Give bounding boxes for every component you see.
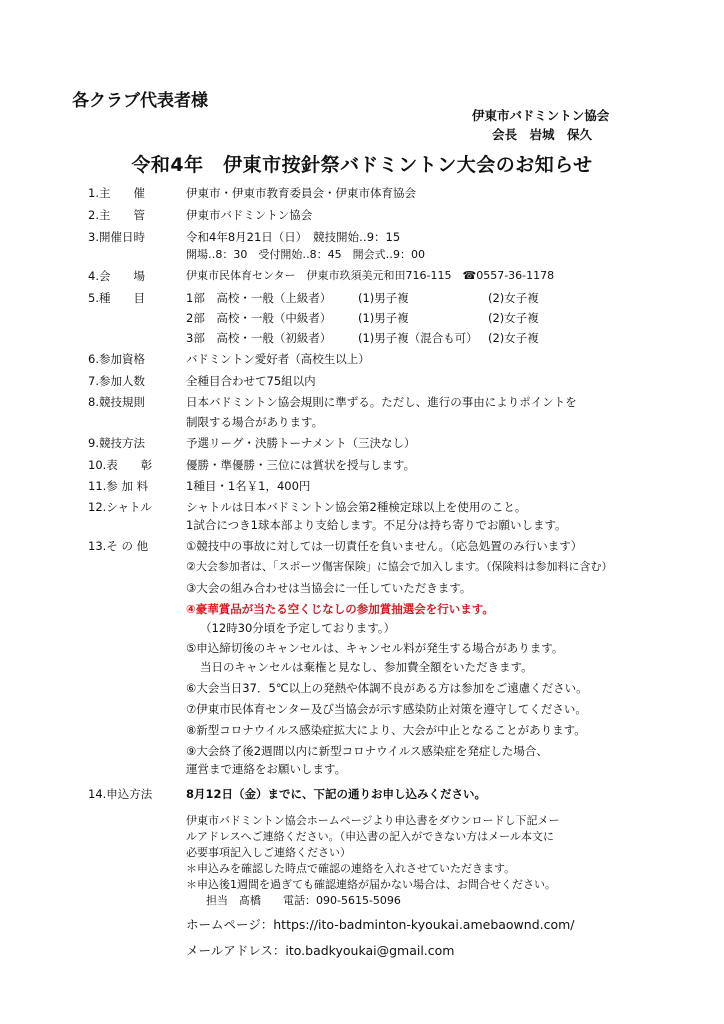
event-category: 3部 高校・一般（初級者） bbox=[186, 331, 332, 345]
event-mens: (1)男子複 bbox=[358, 291, 409, 305]
label-events: 5.種 目 bbox=[88, 291, 145, 305]
note-item: ②大会参加者は、「スポーツ傷害保険」に協会で加入します。（保険料は参加料に含む） bbox=[186, 560, 613, 573]
value-participants: 全種目合わせて75組以内 bbox=[186, 374, 316, 388]
value-datetime-line1: 令和4年8月21日（日） 競技開始‥9：15 bbox=[186, 230, 401, 244]
apply-line: ＊申込後1週間を過ぎても確認連絡が届かない場合は、お問合せください。 bbox=[186, 878, 556, 891]
label-shuttle: 12.シャトル bbox=[88, 500, 153, 514]
label-method: 9.競技方法 bbox=[88, 436, 145, 450]
label-eligibility: 6.参加資格 bbox=[88, 352, 145, 366]
event-womens: (2)女子複 bbox=[488, 311, 539, 325]
value-eligibility: バドミントン愛好者（高校生以上） bbox=[186, 352, 370, 366]
value-organizer: 伊東市バドミントン協会 bbox=[186, 208, 313, 222]
value-sponsor: 伊東市・伊東市教育委員会・伊東市体育協会 bbox=[186, 186, 416, 200]
document-title: 令和4年 伊東市按針祭バドミントン大会のお知らせ bbox=[131, 154, 593, 176]
homepage-link[interactable]: ホームページ：https://ito-badminton-kyoukai.amebaownd.com/ bbox=[186, 917, 575, 932]
label-participants: 7.参加人数 bbox=[88, 374, 145, 388]
label-other: 13.そ の 他 bbox=[88, 539, 149, 553]
deadline-text: 8月12日（金）までに、下記の通りお申し込みください。 bbox=[186, 787, 487, 801]
email-link[interactable]: メールアドレス：ito.badkyoukai@gmail.com bbox=[186, 943, 455, 958]
note-item: 運営まで連絡をお願いします。 bbox=[186, 762, 347, 776]
apply-line: ルアドレスへご連絡ください。（申込書の記入ができない方はメール本文に bbox=[186, 830, 554, 843]
label-organizer: 2.主 管 bbox=[88, 208, 145, 222]
value-shuttle-line2: 1試合につき1球本部より支給します。不足分は持ち寄りでお願いします。 bbox=[186, 518, 567, 532]
event-category: 2部 高校・一般（中級者） bbox=[186, 311, 332, 325]
label-venue: 4.会 場 bbox=[88, 269, 145, 283]
note-item: ⑨大会終了後2週間以内に新型コロナウイルス感染症を発症した場合、 bbox=[186, 744, 548, 758]
label-apply: 14.申込方法 bbox=[88, 787, 153, 801]
addressee: 各クラブ代表者様 bbox=[72, 91, 208, 111]
value-fee: 1種目・1名￥1，400円 bbox=[186, 479, 311, 493]
value-shuttle-line1: シャトルは日本バドミントン協会第2種検定球以上を使用のこと。 bbox=[186, 500, 527, 514]
event-category: 1部 高校・一般（上級者） bbox=[186, 291, 332, 305]
note-item: ⑧新型コロナウイルス感染症拡大により、大会が中止となることがあります。 bbox=[186, 723, 586, 737]
contact-line: 担当 髙橋 電話：090-5615-5096 bbox=[206, 894, 401, 907]
value-rules-line1: 日本バドミントン協会規則に準ずる。ただし、進行の事由によりポイントを bbox=[186, 395, 577, 409]
event-mens: (1)男子複（混合も可） bbox=[358, 331, 478, 345]
note-item: ⑥大会当日37．5℃以上の発熱や体調不良がある方は参加をご遠慮ください。 bbox=[186, 681, 588, 695]
label-rules: 8.競技規則 bbox=[88, 395, 145, 409]
note-item: ①競技中の事故に対しては一切責任を負いません。（応急処置のみ行います） bbox=[186, 539, 583, 553]
apply-line: 伊東市バドミントン協会ホームページより申込書をダウンロードし下記メー bbox=[186, 814, 560, 827]
president-name: 会長 岩城 保久 bbox=[492, 127, 593, 142]
value-venue: 伊東市民体育センター 伊東市玖須美元和田716-115 ☎0557-36-1178 bbox=[186, 269, 555, 282]
value-method: 予選リーグ・決勝トーナメント（三決なし） bbox=[186, 436, 416, 450]
label-sponsor: 1.主 催 bbox=[88, 186, 145, 200]
value-datetime-line2: 開場‥8：30 受付開始‥8：45 開会式‥9：00 bbox=[186, 248, 426, 261]
event-womens: (2)女子複 bbox=[488, 331, 539, 345]
note-item: ⑦伊東市民体育センター及び当協会が示す感染防止対策を遵守してください。 bbox=[186, 702, 587, 716]
apply-line: 必要事項記入しご連絡ください） bbox=[186, 846, 351, 859]
note-item-highlight: ④豪華賞品が当たる空くじなしの参加賞抽選会を行います。 bbox=[186, 602, 494, 616]
note-item: ⑤申込締切後のキャンセルは、キャンセル料が発生する場合があります。 bbox=[186, 641, 564, 655]
label-award: 10.表 彰 bbox=[88, 458, 153, 472]
value-award: 優勝・準優勝・三位には賞状を授与します。 bbox=[186, 458, 416, 472]
note-item: 当日のキャンセルは棄権と見なし、参加費全額をいただきます。 bbox=[200, 660, 533, 674]
note-item: ③大会の組み合わせは当協会に一任していただきます。 bbox=[186, 581, 472, 595]
label-datetime: 3.開催日時 bbox=[88, 230, 145, 244]
value-apply-deadline bbox=[186, 785, 486, 803]
note-item: （12時30分頃を予定しております。） bbox=[200, 621, 396, 635]
organization-name: 伊東市バドミントン協会 bbox=[472, 108, 610, 123]
label-fee: 11.参 加 料 bbox=[88, 479, 149, 493]
event-mens: (1)男子複 bbox=[358, 311, 409, 325]
event-womens: (2)女子複 bbox=[488, 291, 539, 305]
apply-line: ＊申込みを確認した時点で確認の連絡を入れさせていただきます。 bbox=[186, 862, 516, 875]
value-rules-line2: 制限する場合があります。 bbox=[186, 415, 324, 429]
